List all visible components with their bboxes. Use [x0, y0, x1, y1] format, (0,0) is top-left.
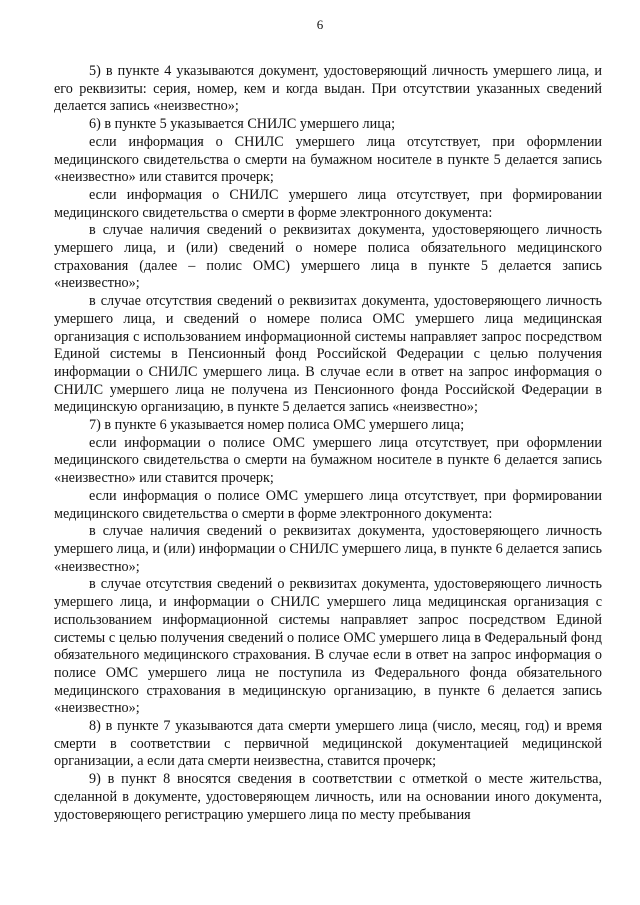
paragraph-snils-case-absent: в случае отсутствия сведений о реквизитах документа, удостоверяющего личность умершего лица, и сведений о номере полиса ОМС умершего лица медицинская организация с использованием информационной системы направляет запрос посредством Единой системы в Пенсионный фонд Российской Федерации с целью получения информации о СНИЛС умершего лица. В случае если в ответ на запрос информация о СНИЛС умершего лица не получена из Пенсионного фонда Российской Федерации в медицинскую организацию, в пункте 5 делается запись «неизвестно»;	[54, 293, 602, 416]
paragraph-item-7: 7) в пункте 6 указывается номер полиса ОМС умершего лица;	[89, 417, 465, 434]
paragraph-oms-case-present: в случае наличия сведений о реквизитах документа, удостоверяющего личность умершего лица, и (или) информации о СНИЛС умершего лица, в пункте 6 делается запись «неизвестно»;	[54, 523, 602, 575]
paragraph-item-5: 5) в пункте 4 указываются документ, удостоверяющий личность умершего лица, и его реквизиты: серия, номер, кем и когда выдан. При отсутствии указанных сведений делается запись «неизвестно»;	[54, 63, 602, 115]
paragraph-oms-electronic: если информация о полисе ОМС умершего лица отсутствует, при формировании медицинского свидетельства о смерти в форме электронного документа:	[54, 487, 602, 522]
paragraph-item-8: 8) в пункте 7 указываются дата смерти умершего лица (число, месяц, год) и время смерти в соответствии с первичной медицинской документацией медицинской организации, а если дата смерти неизвестна, ставится прочерк;	[54, 718, 602, 770]
paragraph-snils-paper: если информация о СНИЛС умершего лица отсутствует, при оформлении медицинского свидетельства о смерти на бумажном носителе в пункте 5 делается запись «неизвестно» или ставится прочерк;	[54, 133, 602, 186]
document-body	[54, 63, 602, 824]
paragraph-item-6: 6) в пункте 5 указывается СНИЛС умершего лица;	[89, 116, 396, 133]
paragraph-item-9: 9) в пункт 8 вносятся сведения в соответствии с отметкой о месте жительства, сделанной в документе, удостоверяющем личность, или на основании иного документа, удостоверяющего регистрацию умершего лица по месту пребывания	[54, 771, 602, 823]
paragraph-snils-case-present: в случае наличия сведений о реквизитах документа, удостоверяющего личность умершего лица, и (или) сведений о номере полиса обязательного медицинского страхования (далее – полис ОМС) умершего лица в пункте 5 делается запись «неизвестно»;	[54, 222, 602, 292]
paragraph-snils-electronic: если информация о СНИЛС умершего лица отсутствует, при формировании медицинского свидетельства о смерти в форме электронного документа:	[54, 186, 602, 221]
page-number: 6	[316, 17, 324, 32]
paragraph-oms-case-absent: в случае отсутствия сведений о реквизитах документа, удостоверяющего личность умершего лица, и информации о СНИЛС умершего лица медицинская организация с использованием информационной системы направляет запрос посредством Единой системы с целью получения сведений о полисе ОМС умершего лица в Федеральный фонд обязательного медицинского страхования. В случае если в ответ на запрос информация о полисе ОМС умершего лица не поступила из Федерального фонда обязательного медицинского страхования в медицинскую организацию, в пункте 6 делается запись «неизвестно»;	[54, 576, 602, 717]
paragraph-oms-paper: если информации о полисе ОМС умершего лица отсутствует, при оформлении медицинского свидетельства о смерти на бумажном носителе в пункте 6 делается запись «неизвестно» или ставится прочерк;	[54, 434, 602, 487]
